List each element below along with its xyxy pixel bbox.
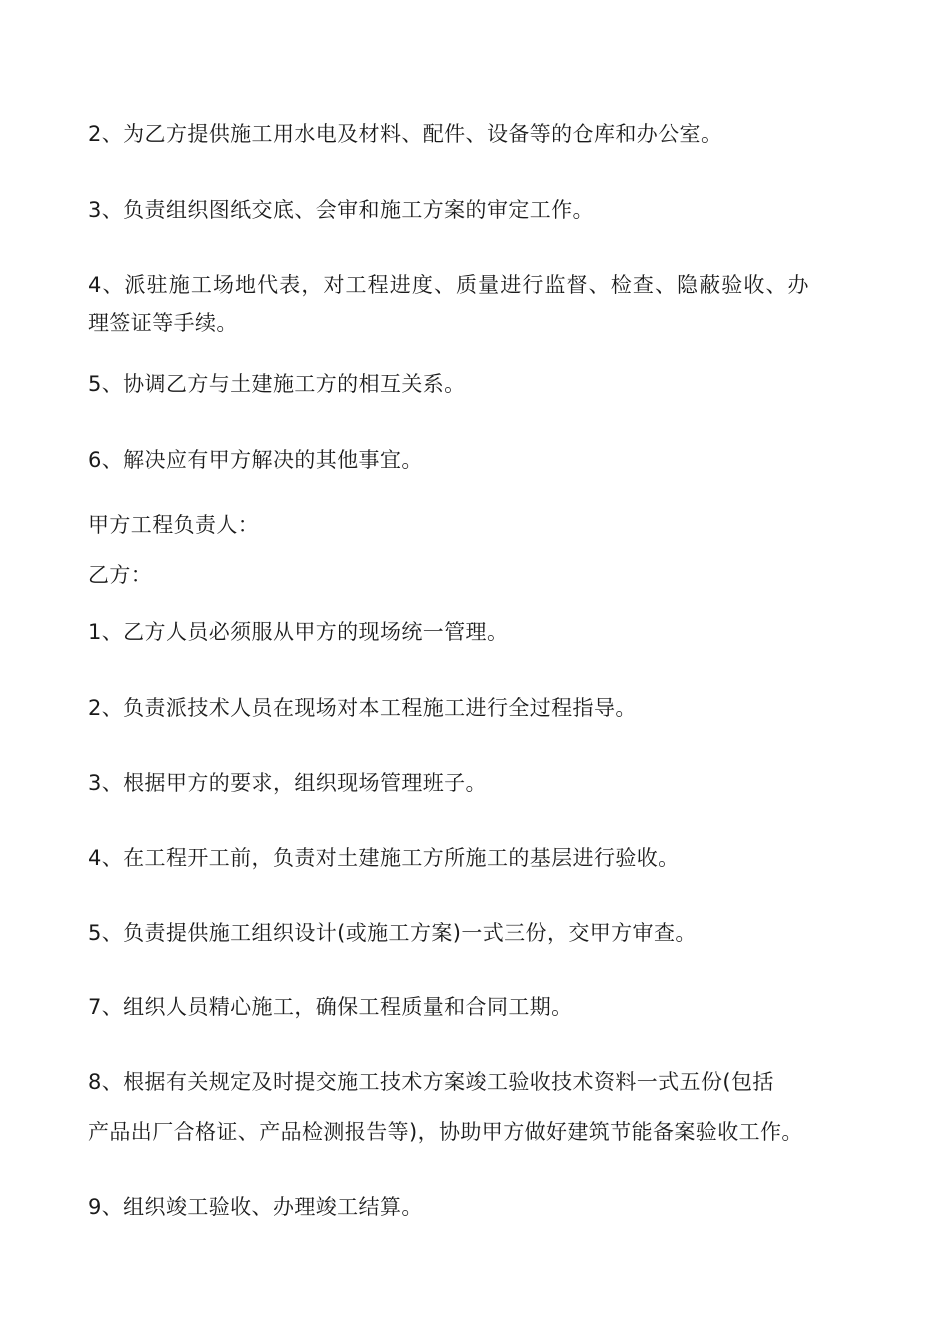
paragraph-line: 8、根据有关规定及时提交施工技术方案竣工验收技术资料一式五份(包括 (88, 1070, 774, 1094)
paragraph-line: 6、解决应有甲方解决的其他事宜。 (88, 448, 423, 472)
paragraph-line: 5、负责提供施工组织设计(或施工方案)一式三份，交甲方审查。 (88, 921, 697, 945)
paragraph-line: 4、在工程开工前，负责对土建施工方所施工的基层进行验收。 (88, 846, 680, 870)
paragraph-line: 3、根据甲方的要求，组织现场管理班子。 (88, 771, 487, 795)
paragraph-line: 7、组织人员精心施工，确保工程质量和合同工期。 (88, 995, 573, 1019)
paragraph-line: 9、组织竣工验收、办理竣工结算。 (88, 1195, 423, 1219)
paragraph-line: 4、派驻施工场地代表，对工程进度、质量进行监督、检查、隐蔽验收、办 (88, 273, 810, 297)
party-b-heading: 乙方： (88, 563, 153, 587)
paragraph-line: 5、协调乙方与土建施工方的相互关系。 (88, 372, 466, 396)
paragraph-line: 2、为乙方提供施工用水电及材料、配件、设备等的仓库和办公室。 (88, 122, 723, 146)
paragraph-line: 理签证等手续。 (88, 311, 238, 335)
paragraph-line: 2、负责派技术人员在现场对本工程施工进行全过程指导。 (88, 696, 637, 720)
signature-label-party-a: 甲方工程负责人： (88, 513, 260, 537)
paragraph-line: 1、乙方人员必须服从甲方的现场统一管理。 (88, 620, 509, 644)
paragraph-line: 3、负责组织图纸交底、会审和施工方案的审定工作。 (88, 198, 594, 222)
paragraph-line: 产品出厂合格证、产品检测报告等)，协助甲方做好建筑节能备案验收工作。 (88, 1120, 803, 1144)
